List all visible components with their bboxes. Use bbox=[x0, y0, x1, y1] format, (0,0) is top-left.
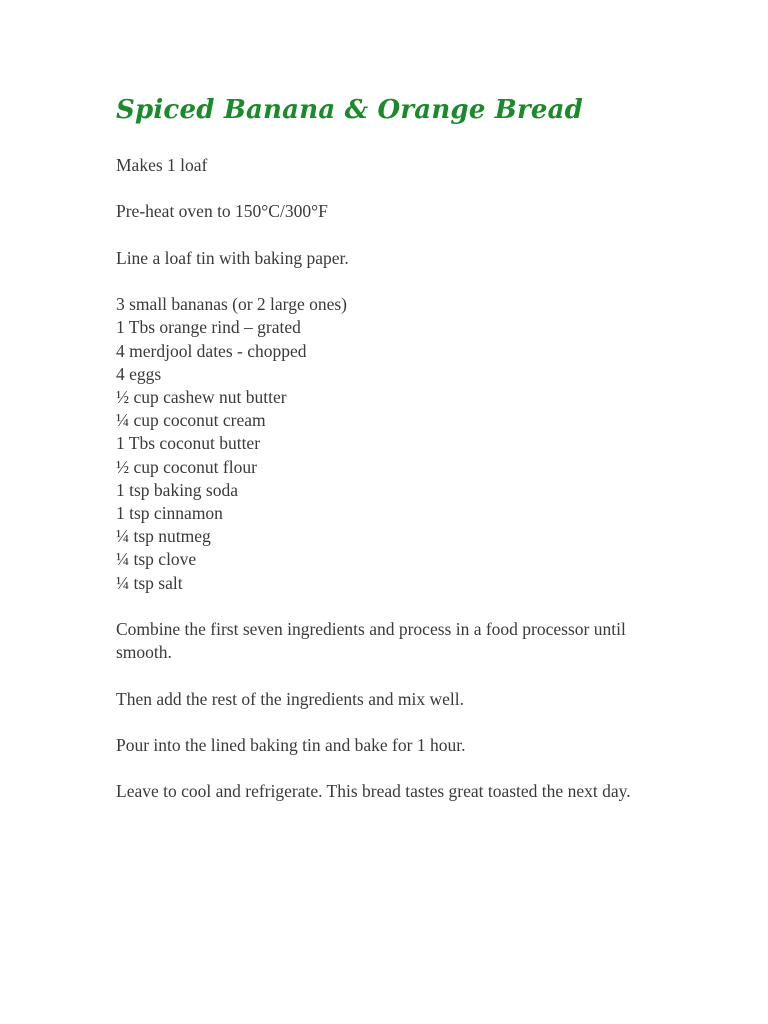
method-step: Pour into the lined baking tin and bake for 1 hour. bbox=[116, 734, 466, 755]
method-step: Combine the first seven ingredients and process in a food processor until smooth. bbox=[116, 619, 626, 663]
preheat-instruction: Pre-heat oven to 150°C/300°F bbox=[116, 201, 328, 222]
ingredient-item: ¼ tsp clove bbox=[116, 549, 197, 570]
ingredient-item: 1 Tbs coconut butter bbox=[116, 433, 261, 454]
recipe-yield: Makes 1 loaf bbox=[116, 155, 208, 175]
ingredient-item: 4 merdjool dates - chopped bbox=[116, 340, 307, 361]
ingredient-item: 4 eggs bbox=[116, 363, 162, 384]
ingredient-item: ½ cup coconut flour bbox=[116, 456, 257, 477]
ingredient-item: 3 small bananas (or 2 large ones) bbox=[116, 294, 347, 315]
ingredient-item: 1 tsp baking soda bbox=[116, 479, 239, 500]
ingredient-item: ¼ tsp nutmeg bbox=[116, 526, 211, 547]
ingredient-item: 1 tsp cinnamon bbox=[116, 503, 223, 523]
method-step: Then add the rest of the ingredients and mix well. bbox=[116, 688, 464, 709]
ingredient-item: ½ cup cashew nut butter bbox=[116, 386, 287, 407]
ingredient-list bbox=[116, 293, 656, 595]
method-step: Leave to cool and refrigerate. This bread tastes great toasted the next day. bbox=[116, 781, 631, 802]
recipe-content bbox=[116, 92, 656, 827]
prep-instruction: Line a loaf tin with baking paper. bbox=[116, 247, 349, 268]
ingredient-item: ¼ cup coconut cream bbox=[116, 410, 266, 431]
recipe-title: Spiced Banana & Orange Bread bbox=[116, 95, 584, 125]
ingredient-item: 1 Tbs orange rind – grated bbox=[116, 317, 301, 338]
ingredient-item: ¼ tsp salt bbox=[116, 572, 183, 593]
